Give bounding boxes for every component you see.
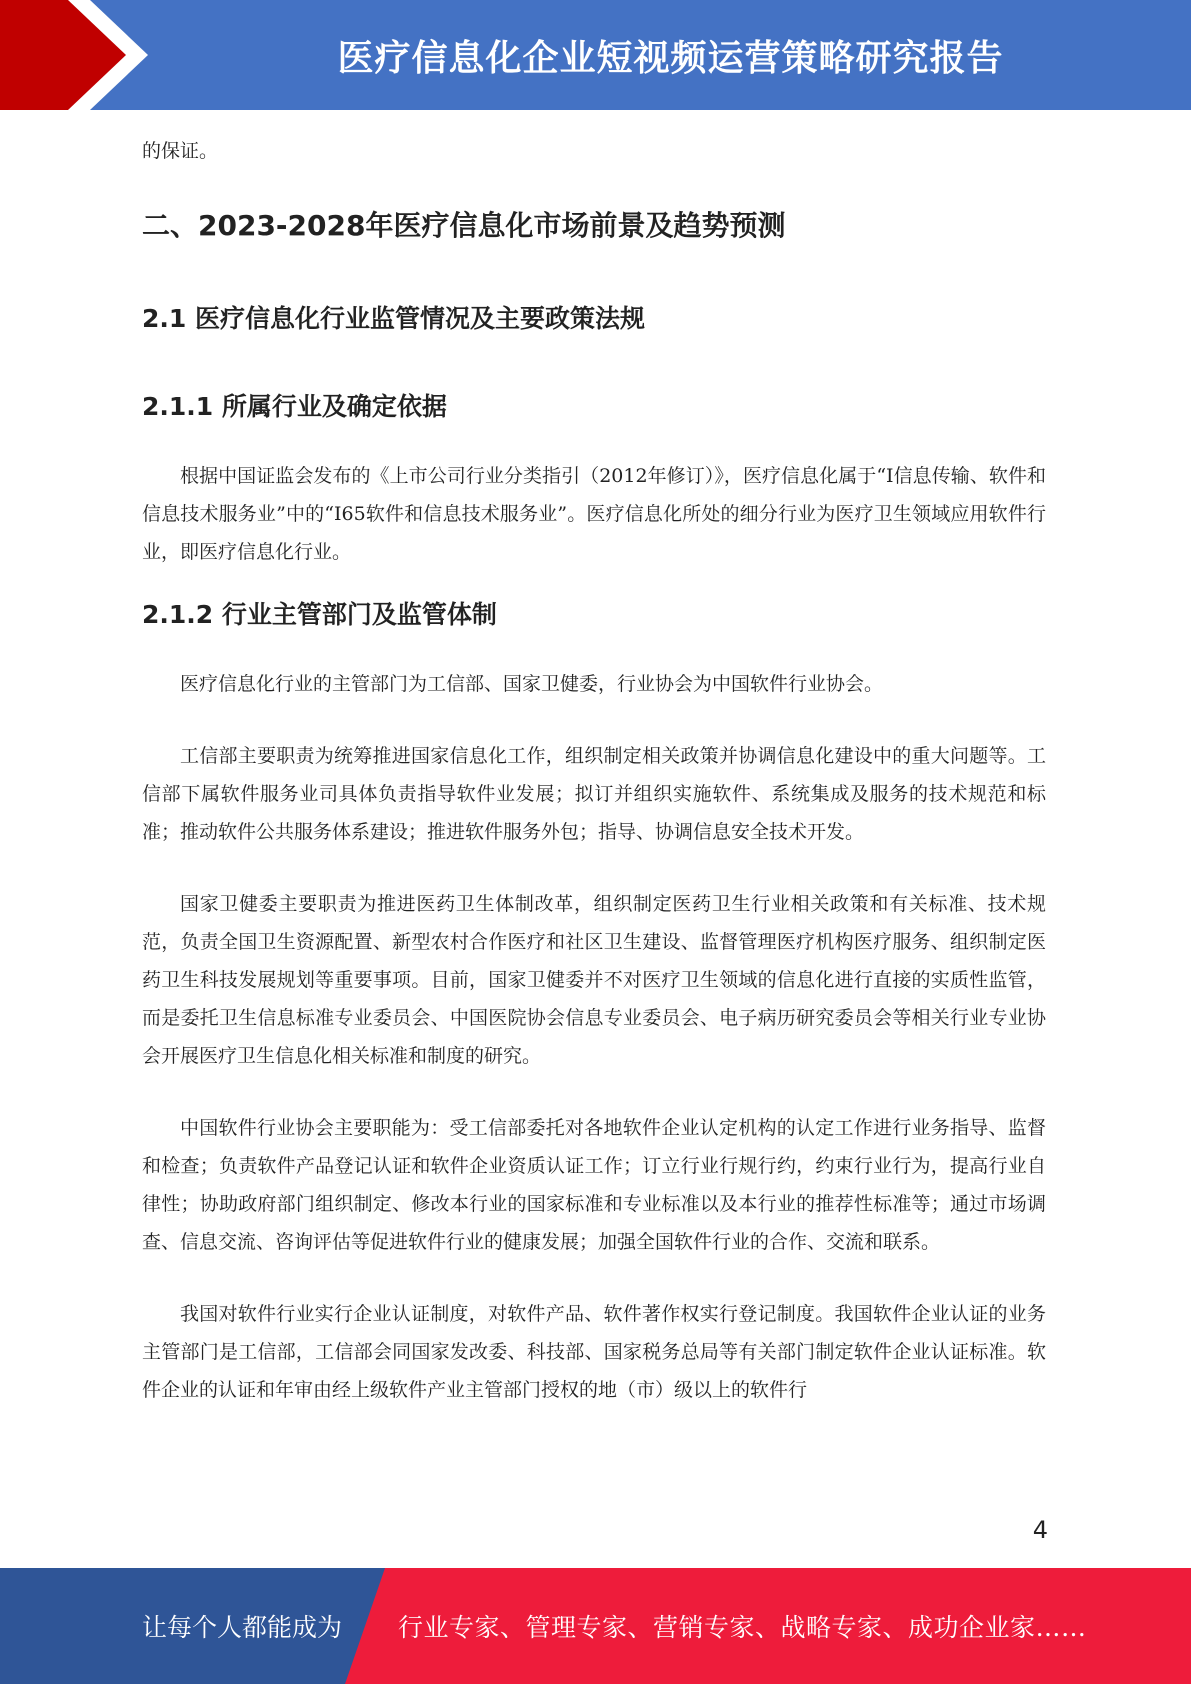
paragraph-miit: 工信部主要职责为统筹推进国家信息化工作，组织制定相关政策并协调信息化建设中的重大问题等。工信部下属软件服务业司具体负责指导软件业发展；拟订并组织实施软件、系统集成及服务的技术规范和标准；推动软件公共服务体系建设；推进软件服务外包；指导、协调信息安全技术开发。 [142, 745, 1046, 843]
page-header [0, 0, 1191, 110]
paragraph-nhc: 国家卫健委主要职责为推进医药卫生体制改革，组织制定医药卫生行业相关政策和有关标准、技术规范，负责全国卫生资源配置、新型农村合作医疗和社区卫生建设、监督管理医疗机构医疗服务、组织制定医药卫生科技发展规划等重要事项。目前，国家卫健委并不对医疗卫生领域的信息化进行直接的实质性监管，而是委托卫生信息标准专业委员会、中国医院协会信息专业委员会、电子病历研究委员会等相关行业专业协会开展医疗卫生信息化相关标准和制度的研究。 [142, 893, 1046, 1067]
report-title: 医疗信息化企业短视频运营策略研究报告 [337, 37, 1004, 79]
page-footer [0, 1568, 1191, 1684]
document-body [142, 132, 1046, 1409]
paragraph-industry-classification: 根据中国证监会发布的《上市公司行业分类指引（2012年修订）》，医疗信息化属于“I信息传输、软件和信息技术服务业”中的“I65软件和信息技术服务业”。医疗信息化所处的细分行业为医疗卫生领域应用软件行业，即医疗信息化行业。 [142, 465, 1046, 563]
paragraph-csia: 中国软件行业协会主要职能为：受工信部委托对各地软件企业认定机构的认定工作进行业务指导、监督和检查；负责软件产品登记认证和软件企业资质认证工作；订立行业行规行约，约束行业行为，提高行业自律性；协助政府部门组织制定、修改本行业的国家标准和专业标准以及本行业的推荐性标准等；通过市场调查、信息交流、咨询评估等促进软件行业的健康发展；加强全国软件行业的合作、交流和联系。 [142, 1117, 1046, 1253]
continuation-text: 的保证。 [142, 140, 219, 162]
section-heading: 二、2023-2028年医疗信息化市场前景及趋势预测 [142, 209, 786, 242]
page-number: 4 [1032, 1516, 1048, 1544]
footer-slogan-right: 行业专家、管理专家、营销专家、战略专家、成功企业家…… [398, 1613, 1087, 1642]
paragraph-certification: 我国对软件行业实行企业认证制度，对软件产品、软件著作权实行登记制度。我国软件企业认证的业务主管部门是工信部，工信部会同国家发改委、科技部、国家税务总局等有关部门制定软件企业认证标准。软件企业的认证和年审由经上级软件产业主管部门授权的地（市）级以上的软件行 [142, 1303, 1046, 1401]
subsubsection-heading-212: 2.1.2 行业主管部门及监管体制 [142, 600, 497, 629]
footer-slogan-left: 让每个人都能成为 [142, 1613, 343, 1642]
subsection-heading: 2.1 医疗信息化行业监管情况及主要政策法规 [142, 304, 645, 333]
subsubsection-heading-211: 2.1.1 所属行业及确定依据 [142, 392, 447, 421]
paragraph-authorities: 医疗信息化行业的主管部门为工信部、国家卫健委，行业协会为中国软件行业协会。 [180, 673, 884, 695]
